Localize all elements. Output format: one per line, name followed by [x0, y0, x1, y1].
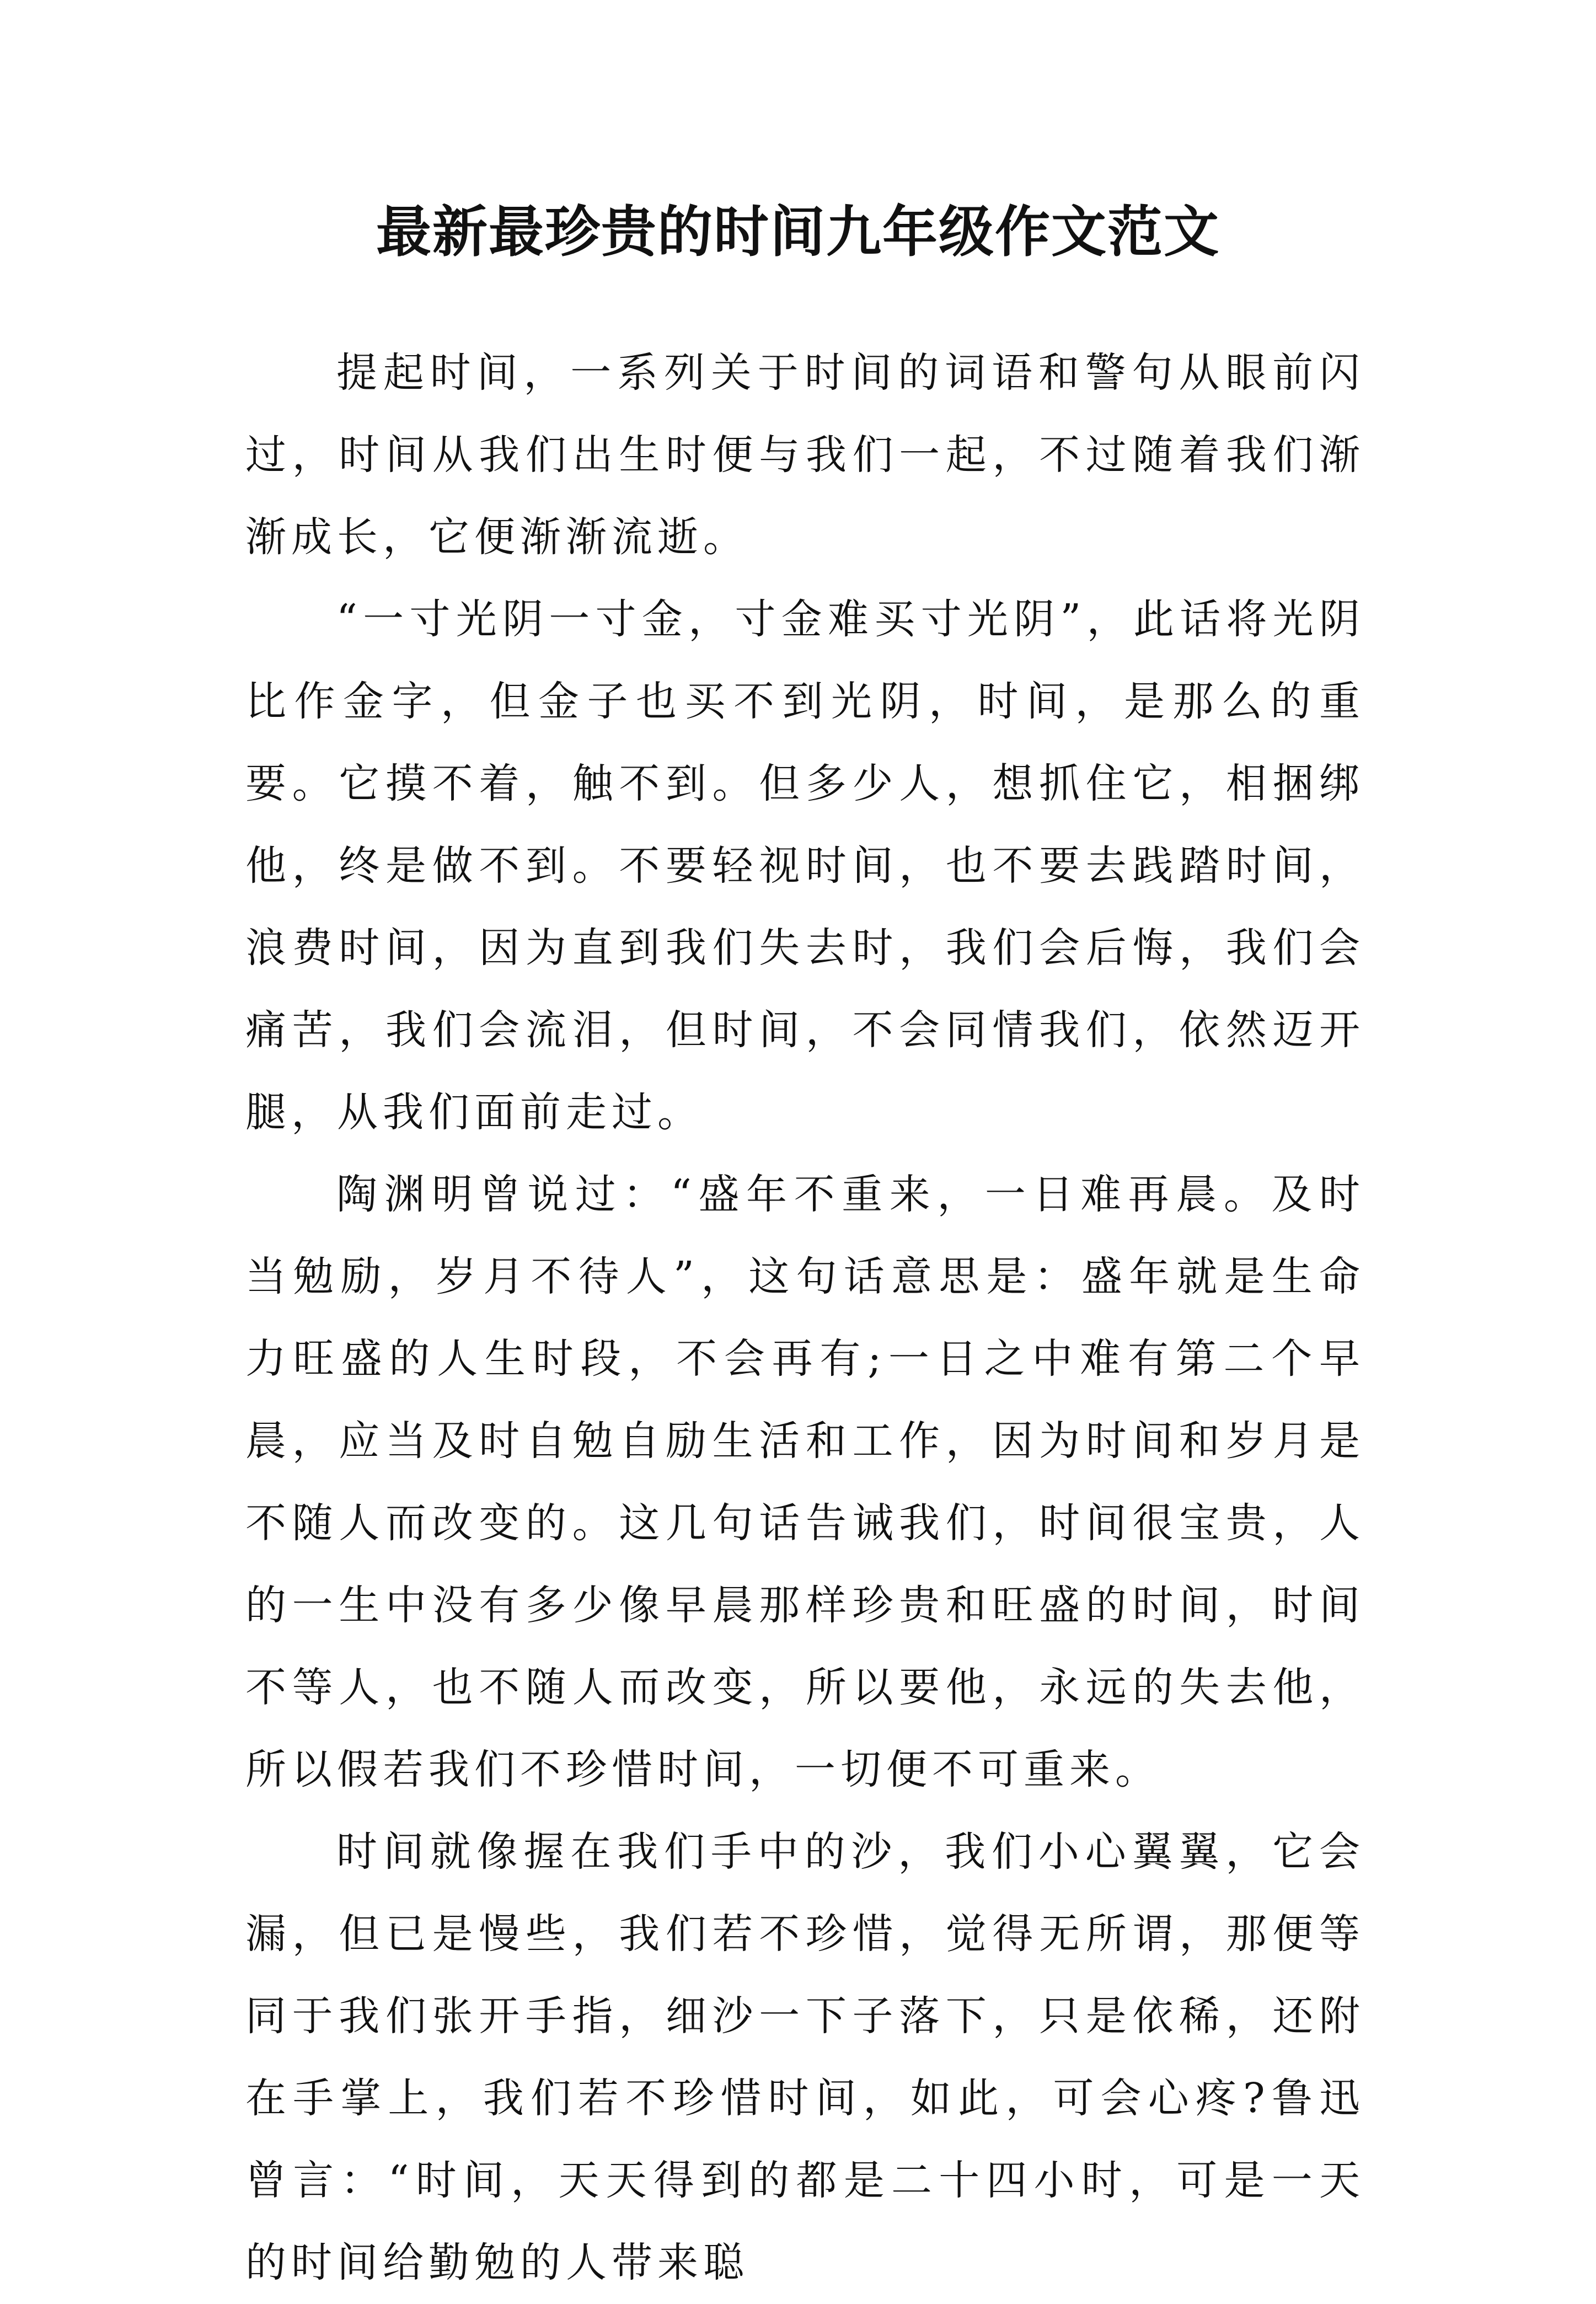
document-title: 最新最珍贵的时间九年级作文范文	[376, 199, 1220, 264]
paragraph-4: 时间就像握在我们手中的沙，我们小心翼翼，它会漏，但已是慢些，我们若不珍惜，觉得无所谓，那便等同于我们张开手指，细沙一下子落下，只是依稀，还附在手掌上，我们若不珍惜时间，如此，可会心疼?鲁迅曾言：“时间，天天得到的都是二十四小时，可是一天的时间给勤勉的人带来聪	[245, 1828, 1365, 2286]
paragraph-1: 提起时间，一系列关于时间的词语和警句从眼前闪过，时间从我们出生时便与我们一起，不过随着我们渐渐成长，它便渐渐流逝。	[245, 349, 1365, 561]
paragraph-2: “一寸光阴一寸金，寸金难买寸光阴”，此话将光阴比作金字，但金子也买不到光阴，时间，是那么的重要。它摸不着，触不到。但多少人，想抓住它，相捆绑他，终是做不到。不要轻视时间，也不要去践踏时间，浪费时间，因为直到我们失去时，我们会后悔，我们会痛苦，我们会流泪，但时间，不会同情我们，依然迈开腿，从我们面前走过。	[245, 596, 1365, 1136]
document-body	[245, 332, 1365, 2304]
paragraph-3: 陶渊明曾说过：“盛年不重来，一日难再晨。及时当勉励，岁月不待人”，这句话意思是：盛年就是生命力旺盛的人生时段，不会再有;一日之中难有第二个早晨，应当及时自勉自励生活和工作，因为时间和岁月是不随人而改变的。这几句话告诫我们，时间很宝贵，人的一生中没有多少像早晨那样珍贵和旺盛的时间，时间不等人，也不随人而改变，所以要他，永远的失去他，所以假若我们不珍惜时间，一切便不可重来。	[245, 1171, 1365, 1793]
